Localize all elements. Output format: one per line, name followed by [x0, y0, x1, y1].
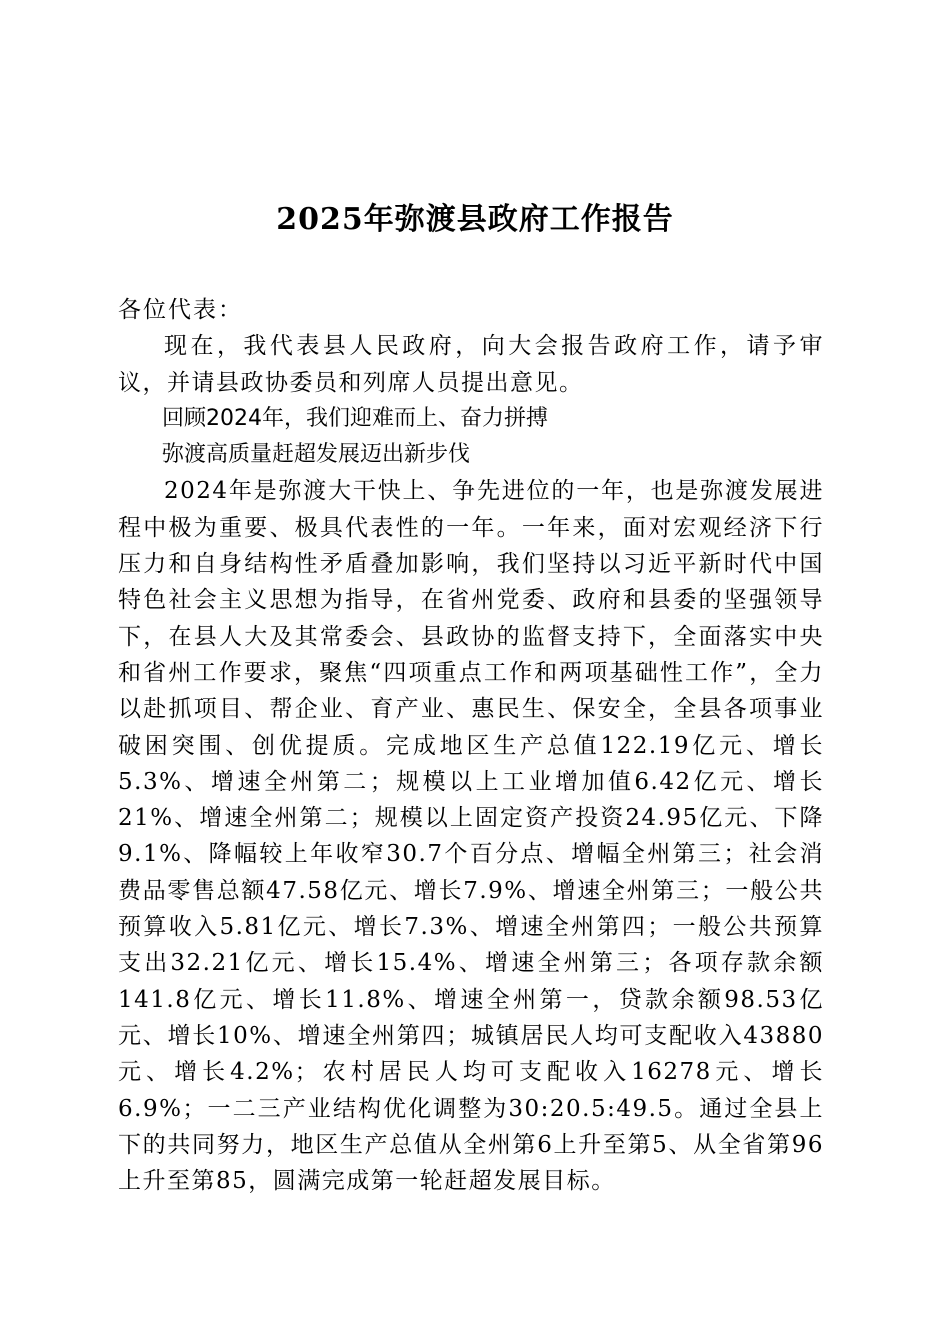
intro-paragraph: 现在，我代表县人民政府，向大会报告政府工作，请予审议，并请县政协委员和列席人员提出意见。	[118, 333, 824, 396]
salutation: 各位代表：	[118, 297, 243, 323]
section-heading-line-1: 回顾2024年，我们迎难而上、奋力拼搏	[162, 405, 548, 431]
review-paragraph: 2024年是弥渡大干快上、争先进位的一年，也是弥渡发展进程中极为重要、极具代表性的一年。一年来，面对宏观经济下行压力和自身结构性矛盾叠加影响，我们坚持以习近平新时代中国特色社会主义思想为指导，在省州党委、政府和县委的坚强领导下，在县人大及其常委会、县政协的监督支持下，全面落实中央和省州工作要求，聚焦“四项重点工作和两项基础性工作”，全力以赴抓项目、帮企业、育产业、惠民生、保安全，全县各项事业破困突围、创优提质。完成地区生产总值122.19亿元、增长5.3%、增速全州第二；规模以上工业增加值6.42亿元、增长21%、增速全州第二；规模以上固定资产投资24.95亿元、下降9.1%、降幅较上年收窄30.7个百分点、增幅全州第三；社会消费品零售总额47.58亿元、增长7.9%、增速全州第三；一般公共预算收入5.81亿元、增长7.3%、增速全州第四；一般公共预算支出32.21亿元、增长15.4%、增速全州第三；各项存款余额141.8亿元、增长11.8%、增速全州第一，贷款余额98.53亿元、增长10%、增速全州第四；城镇居民人均可支配收入43880元、增长4.2%；农村居民人均可支配收入16278元、增长6.9%；一二三产业结构优化调整为30:20.5:49.5。通过全县上下的共同努力，地区生产总值从全州第6上升至第5、从全省第96上升至第85，圆满完成第一轮赶超发展目标。	[118, 478, 824, 1195]
section-heading-line-2: 弥渡高质量赶超发展迈出新步伐	[162, 442, 471, 468]
document-body	[118, 292, 824, 1199]
document-title: 2025年弥渡县政府工作报告	[276, 202, 674, 237]
